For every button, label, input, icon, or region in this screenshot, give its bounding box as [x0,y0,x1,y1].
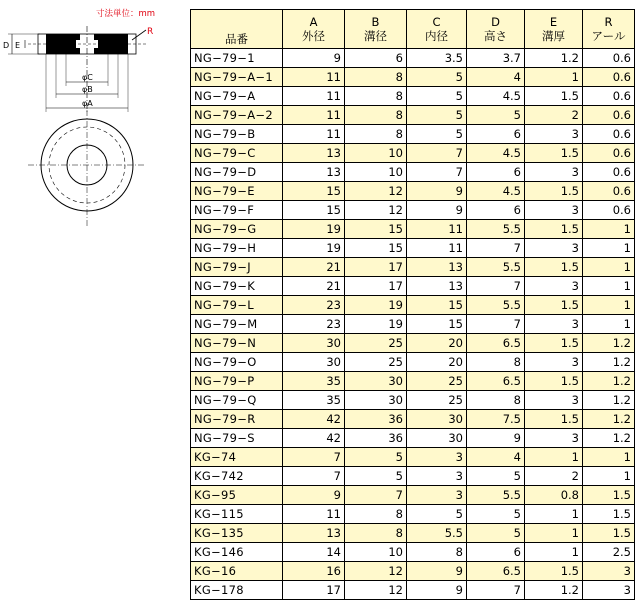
dimension-cell: 13 [283,524,345,543]
dimension-cell: 20 [407,334,467,353]
dimension-cell: 5.5 [467,258,525,277]
dimension-cell: 7 [345,486,407,505]
part-number-cell: NG−79−H [191,239,283,258]
dimension-cell: 0.6 [583,144,635,163]
table-row [191,144,635,163]
dimension-cell: 8 [467,391,525,410]
dimension-cell: 9 [407,581,467,600]
dimension-cell: 6 [467,201,525,220]
dimension-cell: 12 [345,201,407,220]
column-header-label: アール [591,29,626,43]
dimension-cell: 1.2 [525,49,583,68]
dimension-cell: 5 [407,87,467,106]
table-row [191,106,635,125]
table-row [191,391,635,410]
dimension-cell: 3 [525,391,583,410]
column-header-symbol: D [491,15,500,29]
dimension-cell: 1 [583,220,635,239]
dimension-cell: 0.6 [583,163,635,182]
dimension-cell: 12 [345,562,407,581]
dimension-cell: 10 [345,163,407,182]
dimension-cell: 21 [283,258,345,277]
dimension-cell: 12 [345,182,407,201]
dimension-cell: 42 [283,410,345,429]
dimension-cell: 23 [283,296,345,315]
table-row [191,239,635,258]
part-number-cell: NG−79−J [191,258,283,277]
dimension-cell: 13 [407,258,467,277]
table-row [191,163,635,182]
dimension-cell: 3 [525,429,583,448]
dimension-cell: 3 [525,201,583,220]
dimension-cell: 9 [283,486,345,505]
dimension-cell: 5 [407,68,467,87]
dimension-cell: 7 [407,163,467,182]
part-number-cell: NG−79−A [191,87,283,106]
dimension-cell: 1.5 [583,505,635,524]
column-header-label: 高さ [484,29,507,43]
dimension-cell: 1.5 [525,220,583,239]
table-row [191,448,635,467]
dimension-cell: 13 [283,144,345,163]
table-row [191,125,635,144]
dimension-cell: 5 [407,505,467,524]
dimension-cell: 5 [467,524,525,543]
dimension-cell: 7 [283,467,345,486]
dimension-cell: 3 [407,467,467,486]
dimension-cell: 1 [525,68,583,87]
dimension-cell: 8 [345,505,407,524]
part-number-cell: KG−146 [191,543,283,562]
part-number-cell: NG−79−C [191,144,283,163]
dimension-cell: 10 [345,543,407,562]
dimension-cell: 8 [345,87,407,106]
table-row [191,201,635,220]
dimension-cell: 30 [345,372,407,391]
dimension-cell: 0.8 [525,486,583,505]
dimension-cell: 5.5 [467,486,525,505]
table-row [191,182,635,201]
dimension-cell: 19 [283,239,345,258]
dimension-cell: 36 [345,429,407,448]
dimension-cell: 1 [583,467,635,486]
dimension-cell: 25 [407,372,467,391]
column-header-symbol: C [432,15,441,29]
dimension-cell: 8 [345,68,407,87]
dimension-cell: 9 [407,562,467,581]
dimension-cell: 1.5 [525,87,583,106]
dimension-cell: 0.6 [583,201,635,220]
table-row [191,410,635,429]
dimension-cell: 5 [467,467,525,486]
dimension-cell: 30 [283,334,345,353]
dimension-cell: 11 [407,239,467,258]
dimension-cell: 1.5 [525,410,583,429]
dimension-cell: 4.5 [467,144,525,163]
dimension-cell: 0.6 [583,125,635,144]
dimension-cell: 11 [283,505,345,524]
dimension-cell: 13 [283,163,345,182]
dimension-cell: 1 [583,258,635,277]
table-row [191,258,635,277]
dimension-cell: 2 [525,106,583,125]
dimension-cell: 25 [407,391,467,410]
part-number-cell: NG−79−1 [191,49,283,68]
dimension-cell: 0.6 [583,182,635,201]
dimension-cell: 5.5 [467,220,525,239]
dimension-cell: 3 [525,277,583,296]
table-row [191,49,635,68]
dimension-cell: 0.6 [583,87,635,106]
dimension-cell: 4.5 [467,182,525,201]
dimension-cell: 15 [345,239,407,258]
part-number-cell: NG−79−E [191,182,283,201]
table-row [191,486,635,505]
dimension-cell: 6 [345,49,407,68]
dimension-cell: 16 [283,562,345,581]
dimension-cell: 7 [467,581,525,600]
dimension-cell: 1 [583,277,635,296]
dimension-cell: 17 [283,581,345,600]
dimension-cell: 8 [345,106,407,125]
dimension-cell: 25 [345,353,407,372]
dimension-cell: 4.5 [467,87,525,106]
dimension-cell: 7 [467,315,525,334]
part-number-cell: KG−16 [191,562,283,581]
dimension-cell: 20 [407,353,467,372]
column-header-label: 外径 [302,29,325,43]
part-number-cell: NG−79−N [191,334,283,353]
column-header-label: 溝径 [364,29,387,43]
dimension-cell: 11 [283,68,345,87]
dimension-a-label: φA [82,99,93,108]
dimension-cell: 1.5 [525,372,583,391]
column-header-symbol: B [371,15,380,29]
part-number-cell: NG−79−S [191,429,283,448]
dimension-cell: 1.5 [525,182,583,201]
dimension-cell: 8 [345,125,407,144]
part-number-cell: KG−74 [191,448,283,467]
table-row [191,562,635,581]
dimension-cell: 15 [407,315,467,334]
dimension-cell: 23 [283,315,345,334]
unit-label: 寸法単位：mm [96,9,156,19]
dimension-cell: 5.5 [407,524,467,543]
dimension-cell: 11 [407,220,467,239]
dimension-cell: 11 [283,106,345,125]
dimension-cell: 1.5 [525,144,583,163]
part-number-cell: NG−79−K [191,277,283,296]
dimension-cell: 3 [525,125,583,144]
dimension-cell: 1 [583,239,635,258]
dimension-cell: 19 [283,220,345,239]
front-view [28,110,146,228]
dimension-cell: 4 [467,68,525,87]
dimension-cell: 7 [467,277,525,296]
dimension-cell: 8 [467,353,525,372]
dimension-cell: 17 [345,277,407,296]
table-row [191,467,635,486]
dimension-cell: 0.6 [583,106,635,125]
dimension-cell: 9 [407,182,467,201]
dimension-cell: 6 [467,163,525,182]
dimension-cell: 14 [283,543,345,562]
dimension-cell: 30 [407,429,467,448]
table-row [191,429,635,448]
part-number-cell: NG−79−D [191,163,283,182]
dimension-cell: 0.6 [583,68,635,87]
table-row [191,277,635,296]
part-number-cell: NG−79−G [191,220,283,239]
grommet-dimension-drawing [0,0,180,260]
dimension-cell: 5 [467,505,525,524]
dimension-c-label: φC [82,73,93,82]
dimension-cell: 6 [467,125,525,144]
part-number-cell: KG−742 [191,467,283,486]
dimension-cell: 7 [407,144,467,163]
dimension-cell: 11 [283,125,345,144]
dimension-cell: 9 [283,49,345,68]
dimension-cell: 1 [525,543,583,562]
dimension-cell: 3 [407,486,467,505]
dimension-cell: 0.6 [583,49,635,68]
dimension-cell: 30 [345,391,407,410]
dimension-cell: 1 [583,315,635,334]
dimension-cell: 3 [583,581,635,600]
dimension-cell: 13 [407,277,467,296]
table-row [191,581,635,600]
dimension-cell: 1.5 [583,524,635,543]
dimension-cell: 4 [467,448,525,467]
dimension-cell: 1.2 [583,410,635,429]
part-number-cell: KG−135 [191,524,283,543]
table-row [191,296,635,315]
dimension-cell: 1 [525,524,583,543]
dimension-cell: 5 [407,106,467,125]
dimension-cell: 30 [407,410,467,429]
dimension-cell: 3 [525,239,583,258]
dimension-cell: 25 [345,334,407,353]
part-number-cell: KG−178 [191,581,283,600]
dimension-cell: 6 [467,543,525,562]
dimension-cell: 8 [407,543,467,562]
column-header-symbol: E [549,15,558,29]
part-number-cell: KG−95 [191,486,283,505]
column-header [525,10,583,49]
dimension-cell: 15 [283,201,345,220]
part-number-cell: NG−79−F [191,201,283,220]
column-header-symbol: R [604,15,613,29]
dimension-e-label: E [15,41,21,50]
dimension-cell: 1.2 [583,353,635,372]
column-header-label: 品番 [225,32,248,46]
dimension-cell: 1.5 [525,562,583,581]
dimension-cell: 7 [467,239,525,258]
dimension-cell: 36 [345,410,407,429]
dimension-cell: 1.2 [525,581,583,600]
table-row [191,220,635,239]
dimension-cell: 10 [345,144,407,163]
column-header-label: 溝厚 [542,29,565,43]
dimension-cell: 1.2 [583,334,635,353]
dimension-cell: 1.2 [583,391,635,410]
dimension-cell: 3 [583,562,635,581]
dimension-cell: 5 [467,106,525,125]
grommet-spec-table [190,9,635,600]
dimension-cell: 12 [345,581,407,600]
dimension-cell: 15 [345,220,407,239]
dimension-cell: 15 [283,182,345,201]
dimension-cell: 9 [407,201,467,220]
dimension-cell: 1.2 [583,429,635,448]
dimension-cell: 5 [345,467,407,486]
column-header-label: 内径 [425,29,448,43]
part-number-cell: NG−79−A−2 [191,106,283,125]
dimension-cell: 7 [283,448,345,467]
dimension-cell: 11 [283,87,345,106]
dimension-cell: 15 [407,296,467,315]
part-number-cell: NG−79−R [191,410,283,429]
dimension-cell: 19 [345,296,407,315]
table-row [191,315,635,334]
column-header [191,10,283,49]
part-number-cell: NG−79−A−1 [191,68,283,87]
dimension-cell: 30 [283,353,345,372]
part-number-cell: KG−115 [191,505,283,524]
dimension-cell: 1 [525,505,583,524]
column-header [583,10,635,49]
table-row [191,524,635,543]
column-header [407,10,467,49]
table-row [191,334,635,353]
column-header [467,10,525,49]
dimension-cell: 35 [283,391,345,410]
dimension-cell: 1.5 [525,334,583,353]
table-row [191,87,635,106]
table-row [191,543,635,562]
dimension-cell: 6.5 [467,372,525,391]
column-header-symbol: A [309,15,318,29]
dimension-cell: 1.2 [583,372,635,391]
part-number-cell: NG−79−L [191,296,283,315]
dimension-cell: 3 [525,353,583,372]
dimension-cell: 3.7 [467,49,525,68]
dimension-cell: 1 [525,448,583,467]
column-header [345,10,407,49]
radius-label: R [147,27,154,37]
dimension-cell: 19 [345,315,407,334]
dimension-cell: 21 [283,277,345,296]
dimension-d-label: D [3,41,10,50]
part-number-cell: NG−79−M [191,315,283,334]
table-header-row [191,10,635,49]
dimension-cell: 6.5 [467,562,525,581]
dimension-cell: 1.5 [583,486,635,505]
dimension-cell: 3 [525,315,583,334]
dimension-cell: 1.5 [525,258,583,277]
dimension-cell: 3 [525,163,583,182]
dimension-cell: 9 [467,429,525,448]
dimension-cell: 1 [583,448,635,467]
dimension-cell: 3.5 [407,49,467,68]
part-number-cell: NG−79−P [191,372,283,391]
table-row [191,372,635,391]
dimension-cell: 35 [283,372,345,391]
dimension-cell: 1 [583,296,635,315]
part-number-cell: NG−79−Q [191,391,283,410]
dimension-cell: 7.5 [467,410,525,429]
part-number-cell: NG−79−O [191,353,283,372]
dimension-cell: 5 [407,125,467,144]
table-row [191,68,635,87]
column-header [283,10,345,49]
table-row [191,505,635,524]
table-row [191,353,635,372]
dimension-cell: 2.5 [583,543,635,562]
dimension-cell: 1.5 [525,296,583,315]
dimension-b-label: φB [82,85,93,94]
dimension-cell: 2 [525,467,583,486]
dimension-cell: 17 [345,258,407,277]
dimension-cell: 8 [345,524,407,543]
part-number-cell: NG−79−B [191,125,283,144]
dimension-cell: 5 [345,448,407,467]
dimension-cell: 6.5 [467,334,525,353]
dimension-cell: 3 [407,448,467,467]
dimension-cell: 5.5 [467,296,525,315]
radius-pointer [132,30,146,40]
dimension-cell: 42 [283,429,345,448]
